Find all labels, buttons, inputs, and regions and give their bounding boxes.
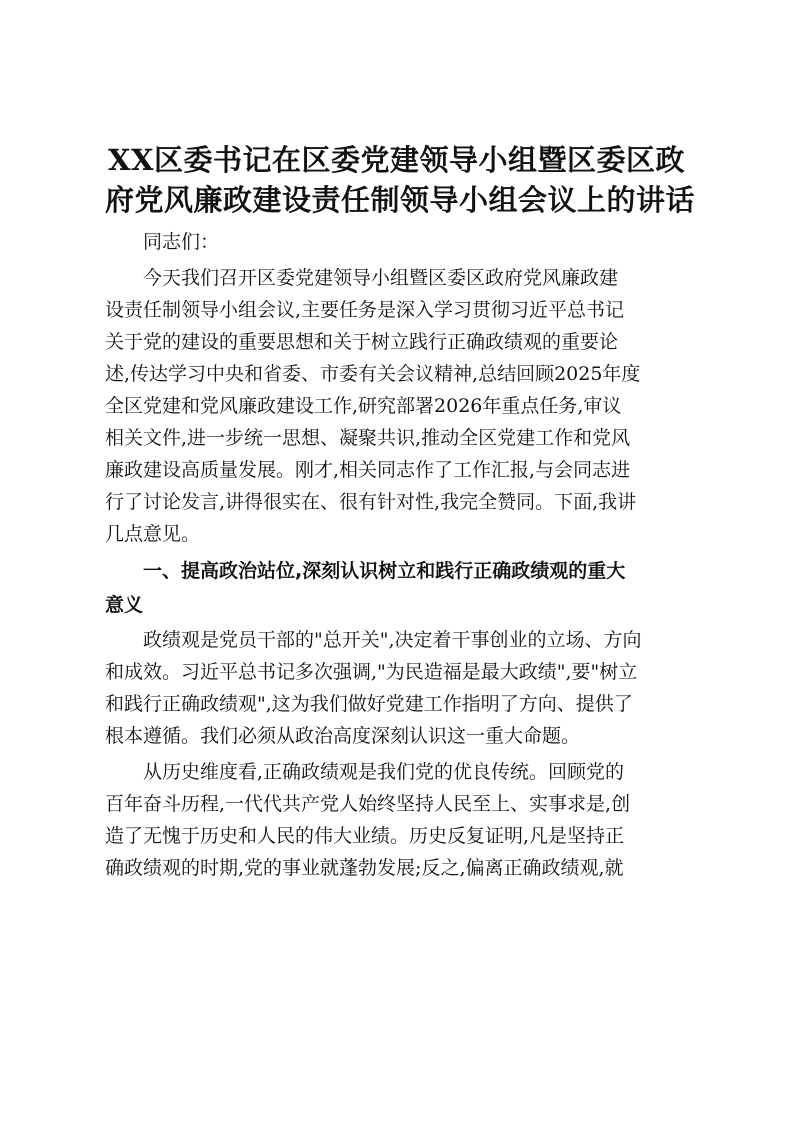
paragraph-opening bbox=[105, 262, 688, 550]
heading-line: 意义 bbox=[105, 594, 144, 616]
text-line: 相关文件,进一步统一思想、凝聚共识,推动全区党建工作和党风 bbox=[105, 427, 631, 449]
document-page bbox=[105, 140, 696, 888]
text-line: 行了讨论发言,讲得很实在、很有针对性,我完全赞同。下面,我讲 bbox=[105, 491, 637, 513]
text-line: 几点意见。 bbox=[105, 523, 201, 545]
text-line: 述,传达学习中央和省委、市委有关会议精神,总结回顾2025年度 bbox=[105, 363, 641, 385]
text-line: 设责任制领导小组会议,主要任务是深入学习贯彻习近平总书记 bbox=[105, 299, 625, 321]
text-line: 今天我们召开区委党建领导小组暨区委区政府党风廉政建 bbox=[143, 267, 619, 289]
text-line: 根本遵循。我们必须从政治高度深刻认识这一重大命题。 bbox=[105, 725, 581, 747]
text-line: 确政绩观的时期,党的事业就蓬勃发展;反之,偏离正确政绩观,就 bbox=[105, 857, 624, 879]
text-line: 关于党的建设的重要思想和关于树立践行正确政绩观的重要论 bbox=[105, 331, 619, 353]
title-line-2: 府党风廉政建设责任制领导小组会议上的讲话 bbox=[105, 183, 696, 217]
paragraph-concept bbox=[105, 624, 688, 752]
text-line: 和践行正确政绩观",这为我们做好党建工作指明了方向、提供了 bbox=[105, 693, 633, 715]
text-line: 造了无愧于历史和人民的伟大业绩。历史反复证明,凡是坚持正 bbox=[105, 825, 625, 847]
section-heading-1 bbox=[105, 554, 688, 622]
document-title bbox=[105, 140, 696, 220]
text-line: 廉政建设高质量发展。刚才,相关同志作了工作汇报,与会同志进 bbox=[105, 459, 631, 481]
text-line: 从历史维度看,正确政绩观是我们党的优良传统。回顾党的 bbox=[143, 761, 625, 783]
title-line-1: XX区委书记在区委党建领导小组暨区委区政 bbox=[107, 143, 685, 177]
text-line: 和成效。习近平总书记多次强调,"为民造福是最大政绩",要"树立 bbox=[105, 661, 638, 683]
text-line: 全区党建和党风廉政建设工作,研究部署2026年重点任务,审议 bbox=[105, 395, 622, 417]
paragraph-history bbox=[105, 756, 688, 884]
text-line: 政绩观是党员干部的"总开关",决定着干事创业的立场、方向 bbox=[143, 629, 642, 651]
text-line: 百年奋斗历程,一代代共产党人始终坚持人民至上、实事求是,创 bbox=[105, 793, 631, 815]
greeting: 同志们： bbox=[143, 231, 220, 253]
heading-line: 一、提高政治站位,深刻认识树立和践行正确政绩观的重大 bbox=[143, 560, 626, 582]
